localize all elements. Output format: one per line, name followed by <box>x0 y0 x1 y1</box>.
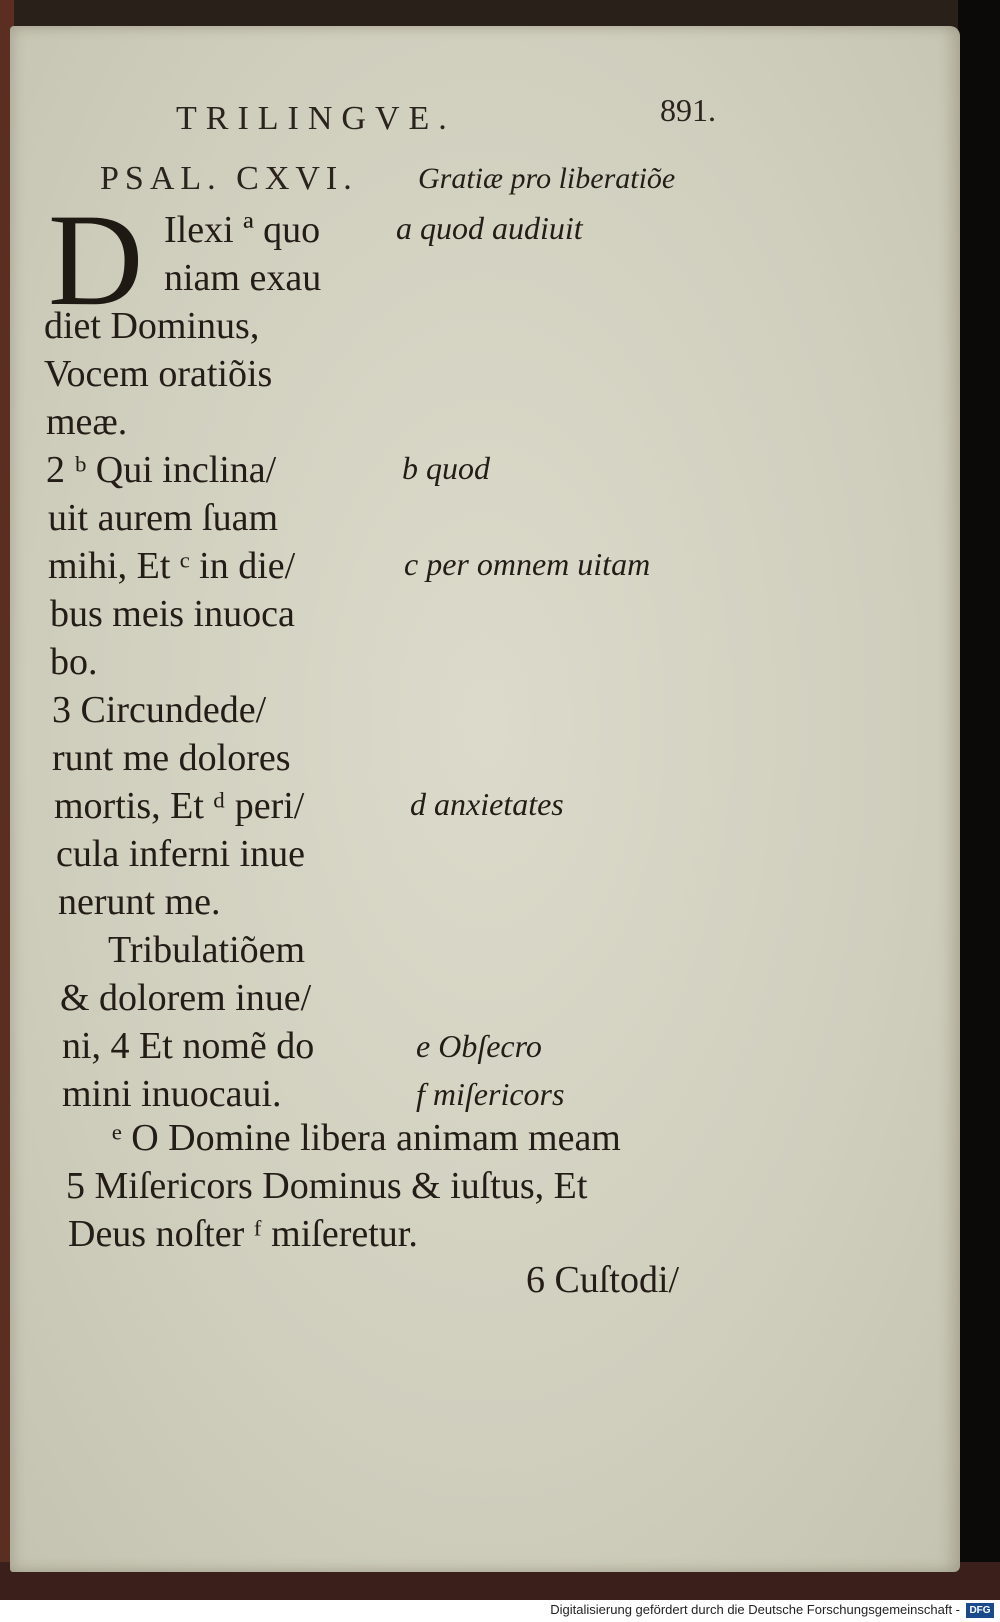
verse-line: Deus noſter ᶠ miſeretur. <box>68 1213 418 1255</box>
text-line: niam exau <box>164 257 322 299</box>
margin-note: d anxietates <box>410 786 564 822</box>
text-line: meæ. <box>46 401 128 443</box>
drop-cap: D <box>48 186 144 333</box>
catchword: 6 Cuſtodi/ <box>526 1259 680 1301</box>
psalm-title: PSAL. CXVI. <box>100 160 358 197</box>
margin-note: e Obſecro <box>416 1028 542 1064</box>
text-line: Tribulatiõem <box>108 929 306 971</box>
text-line: 2 ᵇ Qui inclina/ <box>46 449 277 491</box>
text-line: nerunt me. <box>58 881 221 923</box>
margin-note: f miſericors <box>416 1076 565 1112</box>
running-head: TRILINGVE. <box>176 100 456 137</box>
psalm-argument: Gratiæ pro liberatiõe <box>418 162 676 195</box>
text-line: Ilexi ª quo <box>164 209 321 251</box>
margin-note: b quod <box>402 450 490 486</box>
footer-credit: Digitalisierung gefördert durch die Deutsche Forschungsgemeinschaft - <box>550 1602 960 1617</box>
margin-note: a quod audiuit <box>396 210 583 246</box>
text-line: & dolorem inue/ <box>60 977 312 1019</box>
text-line: Vocem oratiõis <box>44 353 273 395</box>
verse-line: 5 Miſericors Dominus & iuſtus, Et <box>66 1165 588 1207</box>
page-number: 891. <box>660 92 716 128</box>
text-line: runt me dolores <box>52 737 291 779</box>
dfg-logo: DFG <box>966 1603 994 1618</box>
text-line: diet Dominus, <box>44 305 260 347</box>
text-line: 3 Circundede/ <box>52 689 267 731</box>
text-line: mihi, Et ᶜ in die/ <box>48 545 296 587</box>
text-line: bo. <box>50 641 98 683</box>
digitization-footer <box>0 1600 1000 1622</box>
text-line: ni, 4 Et nomẽ do <box>62 1025 315 1067</box>
text-line: mortis, Et ᵈ peri/ <box>54 785 305 827</box>
text-line: mini inuocaui. <box>62 1073 282 1115</box>
margin-note: c per omnem uitam <box>404 546 651 582</box>
text-line: bus meis inuoca <box>50 593 295 635</box>
verse-line: ᵉ O Domine libera animam meam <box>112 1117 621 1159</box>
text-line: uit aurem ſuam <box>48 497 279 539</box>
text-line: cula inferni inue <box>56 833 306 875</box>
scan-border-right <box>958 0 1000 1600</box>
